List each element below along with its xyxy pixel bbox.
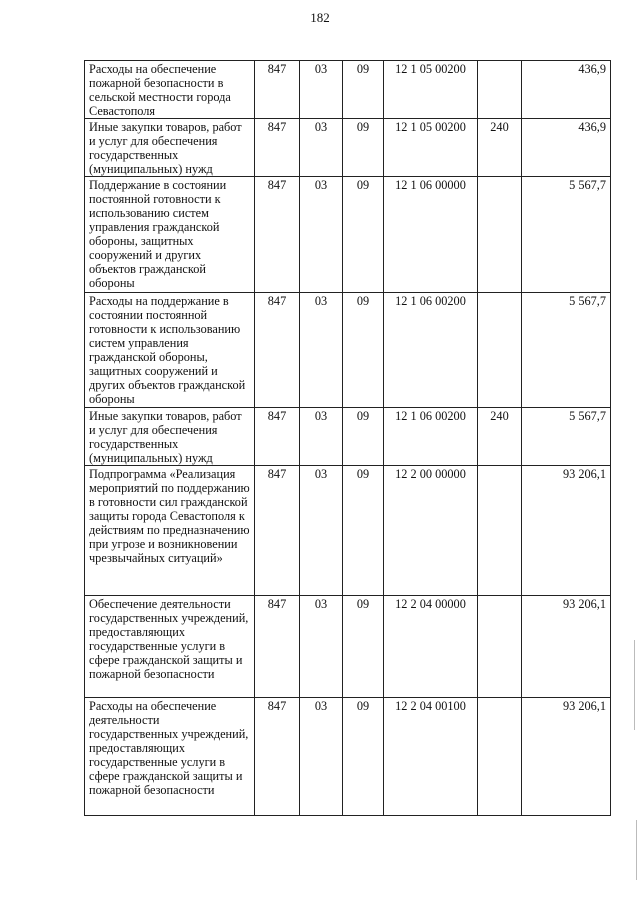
expense-name-cell: Расходы на поддержание в состоянии постоянной готовности к использованию систем управления гражданской обороны, защитных сооружений и других объектов гражданской обороны — [85, 293, 255, 408]
table-row — [85, 177, 611, 293]
table-body — [85, 61, 611, 816]
table-row — [85, 119, 611, 177]
scan-artifact-line — [636, 820, 637, 880]
subsection-code-cell: 09 — [343, 408, 384, 466]
page-number: 182 — [310, 10, 330, 25]
expense-name-cell: Подпрограмма «Реализация мероприятий по поддержанию в готовности сил гражданской защиты города Севастополя к действиям по предназначению при угрозе и возникновении чрезвычайных ситуаций» — [85, 466, 255, 596]
section-code-cell: 03 — [300, 293, 343, 408]
department-code-cell: 847 — [255, 596, 300, 698]
expense-type-cell — [478, 466, 522, 596]
table-row — [85, 293, 611, 408]
amount-cell: 93 206,1 — [522, 466, 611, 596]
subsection-code-cell: 09 — [343, 119, 384, 177]
department-code-cell: 847 — [255, 177, 300, 293]
table-row — [85, 698, 611, 816]
amount-cell: 436,9 — [522, 119, 611, 177]
expense-type-cell — [478, 698, 522, 816]
target-article-cell: 12 2 00 00000 — [384, 466, 478, 596]
budget-table — [84, 60, 611, 816]
table-row — [85, 408, 611, 466]
expense-type-cell — [478, 596, 522, 698]
subsection-code-cell: 09 — [343, 698, 384, 816]
department-code-cell: 847 — [255, 293, 300, 408]
expense-type-cell — [478, 61, 522, 119]
expense-type-cell — [478, 177, 522, 293]
scan-artifact-line — [634, 640, 635, 730]
target-article-cell: 12 1 06 00200 — [384, 293, 478, 408]
expense-name-cell: Поддержание в состоянии постоянной готовности к использованию систем управления гражданской обороны, защитных сооружений и других объектов гражданской обороны — [85, 177, 255, 293]
target-article-cell: 12 2 04 00100 — [384, 698, 478, 816]
expense-name-cell: Иные закупки товаров, работ и услуг для обеспечения государственных (муниципальных) нужд — [85, 119, 255, 177]
expense-type-cell — [478, 293, 522, 408]
amount-cell: 93 206,1 — [522, 698, 611, 816]
subsection-code-cell: 09 — [343, 177, 384, 293]
section-code-cell: 03 — [300, 466, 343, 596]
amount-cell: 5 567,7 — [522, 293, 611, 408]
amount-cell: 436,9 — [522, 61, 611, 119]
department-code-cell: 847 — [255, 698, 300, 816]
section-code-cell: 03 — [300, 61, 343, 119]
department-code-cell: 847 — [255, 466, 300, 596]
subsection-code-cell: 09 — [343, 293, 384, 408]
section-code-cell: 03 — [300, 408, 343, 466]
subsection-code-cell: 09 — [343, 596, 384, 698]
department-code-cell: 847 — [255, 408, 300, 466]
department-code-cell: 847 — [255, 119, 300, 177]
section-code-cell: 03 — [300, 177, 343, 293]
expense-type-cell: 240 — [478, 119, 522, 177]
section-code-cell: 03 — [300, 596, 343, 698]
table-row — [85, 61, 611, 119]
target-article-cell: 12 2 04 00000 — [384, 596, 478, 698]
amount-cell: 5 567,7 — [522, 177, 611, 293]
expense-name-cell: Расходы на обеспечение деятельности государственных учреждений, предоставляющих государственные услуги в сфере гражданской защиты и пожарной безопасности — [85, 698, 255, 816]
table-row — [85, 466, 611, 596]
expense-name-cell: Иные закупки товаров, работ и услуг для обеспечения государственных (муниципальных) нужд — [85, 408, 255, 466]
target-article-cell: 12 1 06 00000 — [384, 177, 478, 293]
target-article-cell: 12 1 05 00200 — [384, 61, 478, 119]
amount-cell: 93 206,1 — [522, 596, 611, 698]
department-code-cell: 847 — [255, 61, 300, 119]
section-code-cell: 03 — [300, 698, 343, 816]
target-article-cell: 12 1 06 00200 — [384, 408, 478, 466]
table-row — [85, 596, 611, 698]
target-article-cell: 12 1 05 00200 — [384, 119, 478, 177]
expense-type-cell: 240 — [478, 408, 522, 466]
amount-cell: 5 567,7 — [522, 408, 611, 466]
section-code-cell: 03 — [300, 119, 343, 177]
expense-name-cell: Расходы на обеспечение пожарной безопасности в сельской местности города Севастополя — [85, 61, 255, 119]
subsection-code-cell: 09 — [343, 61, 384, 119]
subsection-code-cell: 09 — [343, 466, 384, 596]
expense-name-cell: Обеспечение деятельности государственных учреждений, предоставляющих государственные услуги в сфере гражданской защиты и пожарной безопасности — [85, 596, 255, 698]
